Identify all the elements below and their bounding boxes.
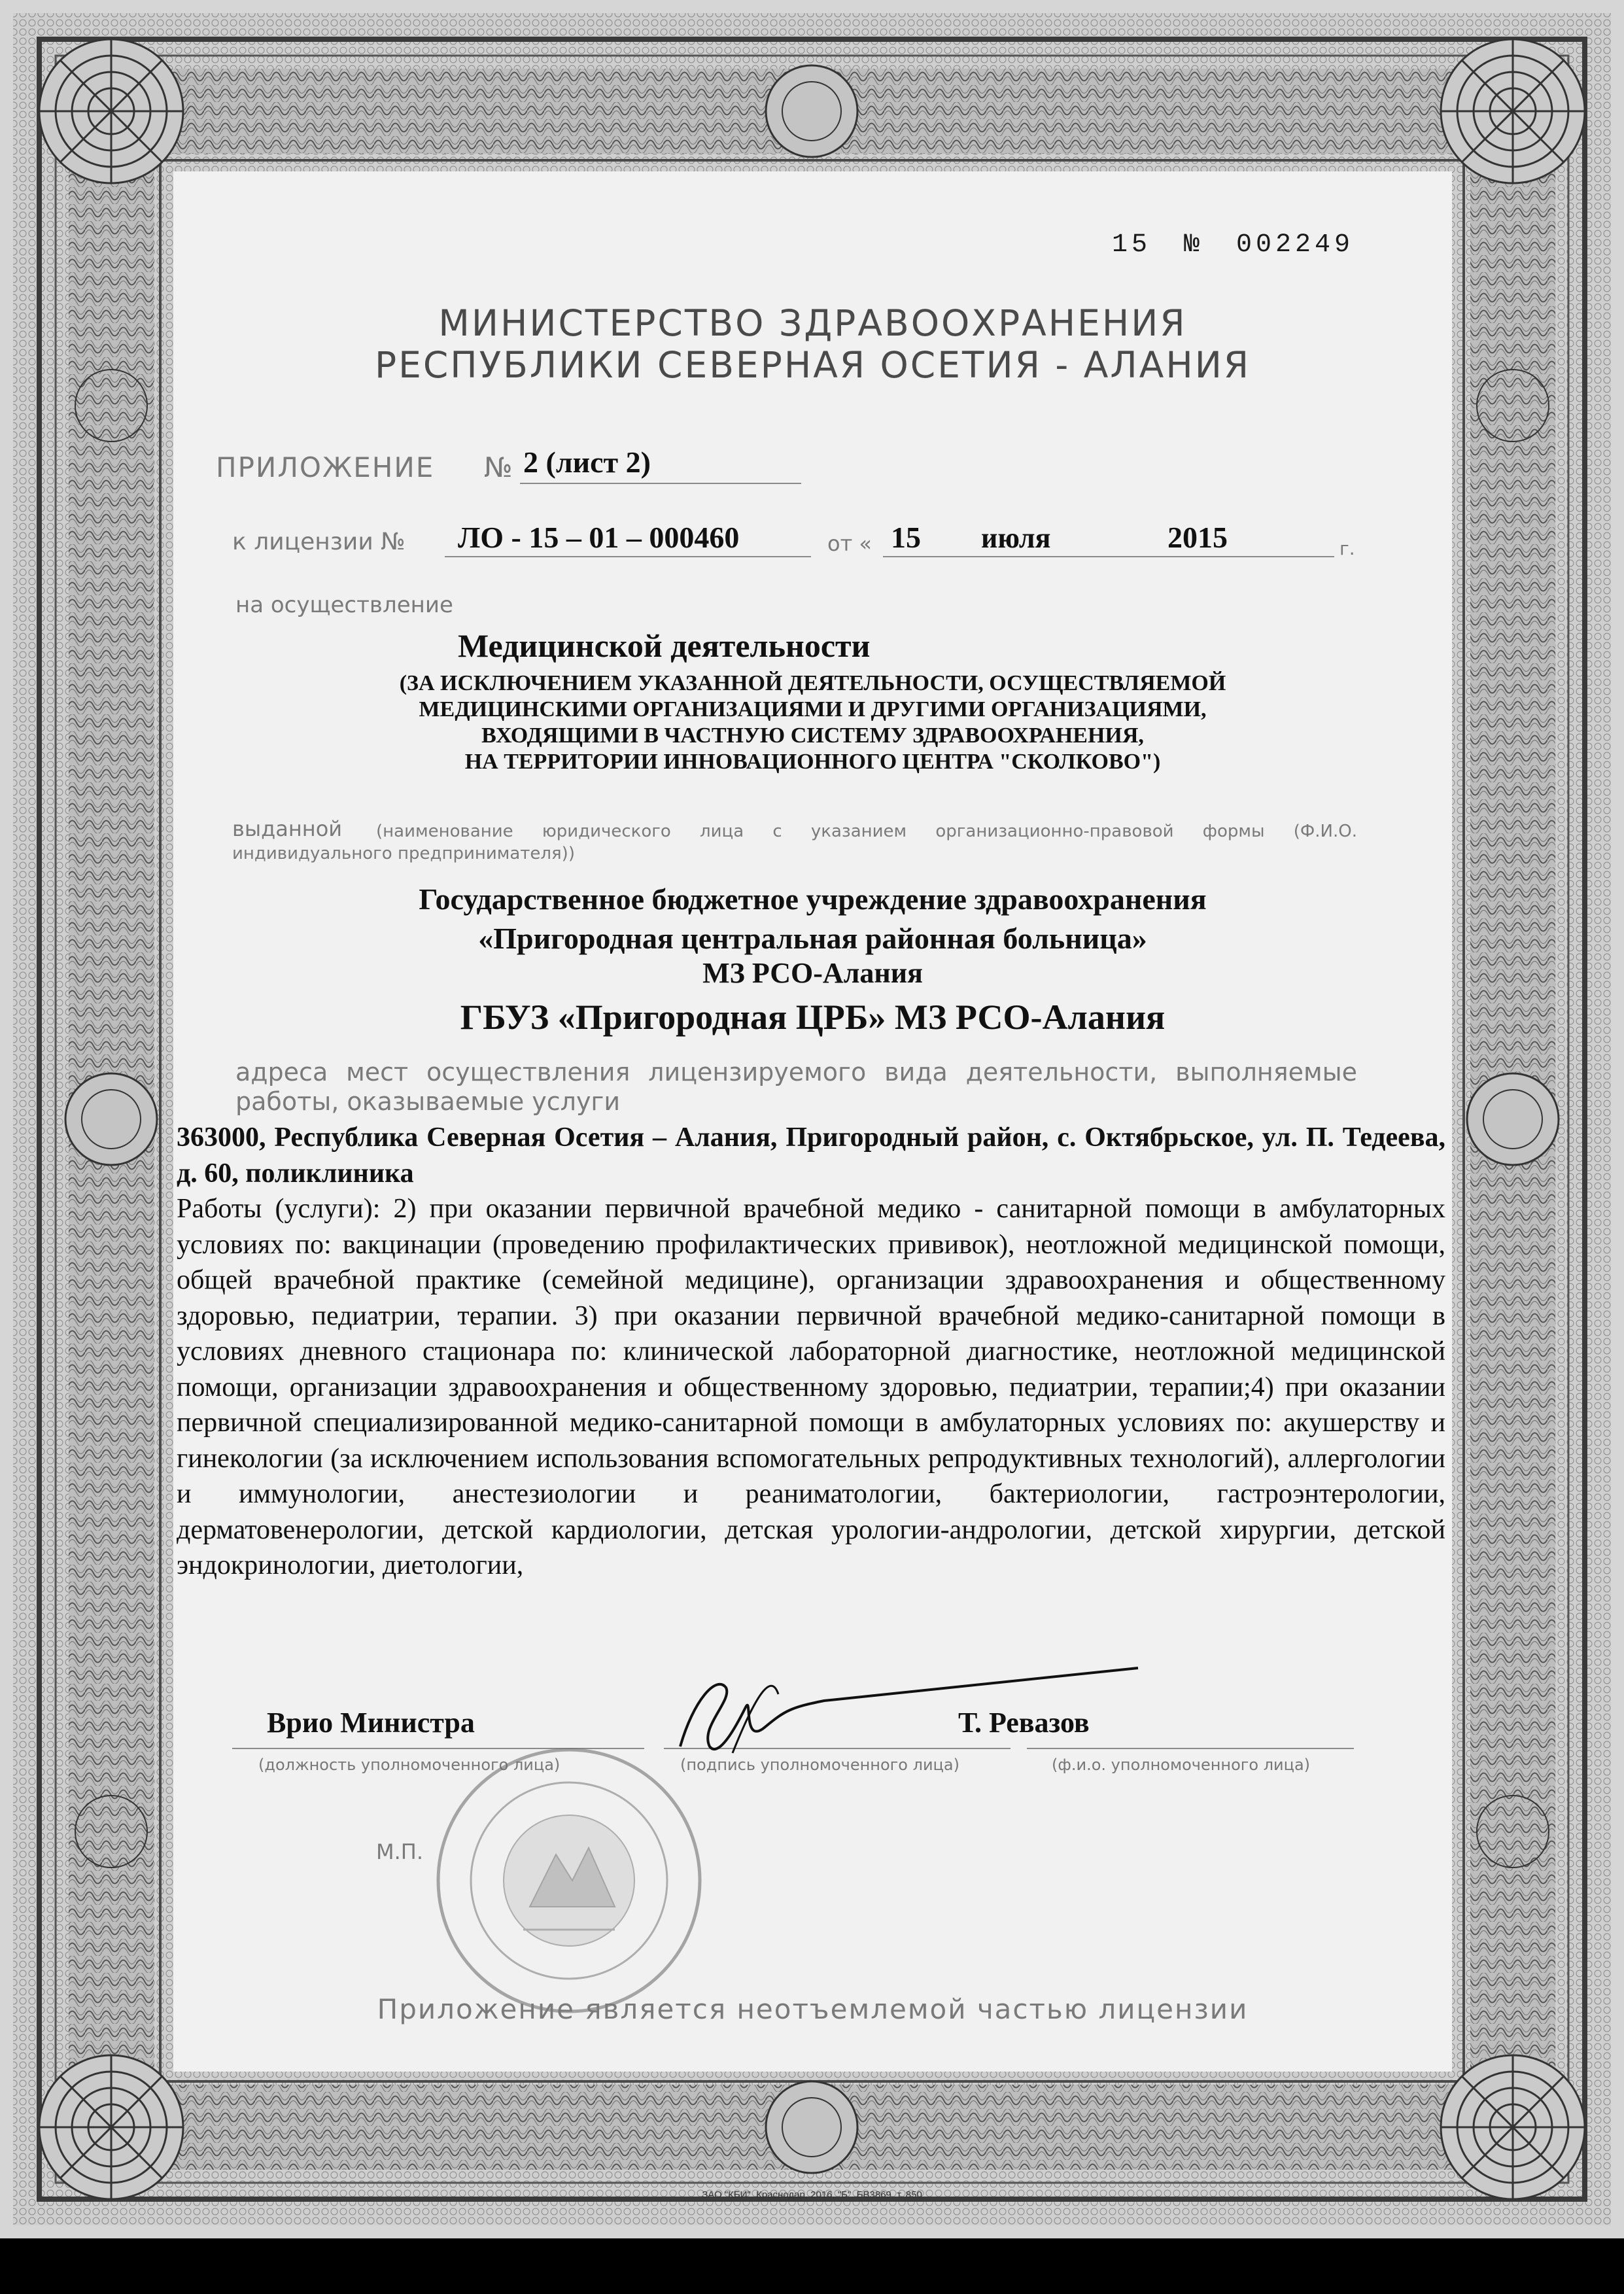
official-seal <box>432 1743 706 2018</box>
corner-rosette-bottom-left <box>39 2055 183 2199</box>
signature-caption: (подпись уполномоченного лица) <box>680 1756 959 1774</box>
serial-number: 15 № 002249 <box>1112 230 1355 260</box>
appendix-number: 2 (лист 2) <box>523 445 651 479</box>
position-caption: (должность уполномоченного лица) <box>258 1756 561 1774</box>
org-short-name: ГБУЗ «Пригородная ЦРБ» МЗ РСО-Алания <box>460 998 1166 1037</box>
issued-hint-line2: индивидуального предпринимателя)) <box>232 844 575 863</box>
ministry-title-line1: МИНИСТЕРСТВО ЗДРАВООХРАНЕНИЯ <box>438 302 1187 344</box>
org-full-name-line1: Государственное бюджетное учреждение здравоохранения <box>419 882 1207 916</box>
appendix-label: ПРИЛОЖЕНИЕ <box>216 451 435 483</box>
addresses-label-line1: адреса мест осуществления лицензируемого вида деятельности, выполняемые <box>235 1058 1357 1086</box>
addresses-label-line2: работы, оказываемые услуги <box>235 1087 621 1116</box>
issued-hint: (наименование юридического лица с указанием организационно-правовой формы (Ф.И.О. <box>376 822 1357 841</box>
services-block <box>177 1120 1445 1584</box>
ministry-title-line2: РЕСПУБЛИКИ СЕВЕРНАЯ ОСЕТИЯ - АЛАНИЯ <box>374 344 1251 386</box>
services-list: Работы (услуги): 2) при оказании первичной врачебной медико - санитарной помощи в амбулаторных условиях по: вакцинации (проведению профилактических прививок), неотложной медицинской помощи, общей врачебной практике (семейной медицине), организации здравоохранения и общественному здоровью, педиатрии, терапии. 3) при оказании первичной врачебной медико-санитарной помощи в условиях дневного стационара по: клинической лабораторной диагностике, неотложной медицинской помощи, организации здравоохранения и общественному здоровью, педиатрии, терапии;4) при оказании первичной специализированной медико-санитарной помощи в амбулаторных условиях по: акушерству и гинекологии (за исключением использования вспомогательных репродуктивных технологий), аллергологии и иммунологии, анестезиологии и реаниматологии, бактериологии, гастроэнтерологии, дерматовенерологии, детской кардиологии, детская урологии-андрологии, детской хирургии, детской эндокринологии, диетологии, <box>177 1194 1445 1580</box>
org-full-name-line2: «Пригородная центральная районная больница» <box>478 922 1147 955</box>
license-from-label: от « <box>827 531 872 556</box>
appendix-footer-note: Приложение является неотъемлемой частью лицензии <box>377 1993 1249 2025</box>
license-day: 15 <box>891 521 921 554</box>
corner-rosette-bottom-right <box>1441 2055 1585 2199</box>
signer-name: Т. Ревазов <box>958 1707 1090 1739</box>
signer-position: Врио Министра <box>267 1707 475 1739</box>
corner-rosette-top-right <box>1441 39 1585 183</box>
place-of-activity-address: 363000, Республика Северная Осетия – Алания, Пригородный район, с. Октябрьское, ул. П. Тедеева, д. 60, поликлиника <box>177 1122 1445 1189</box>
activity-clarification-line1: (ЗА ИСКЛЮЧЕНИЕМ УКАЗАННОЙ ДЕЯТЕЛЬНОСТИ, ОСУЩЕСТВЛЯЕМОЙ <box>399 671 1226 695</box>
appendix-no-sign: № <box>484 451 513 483</box>
license-label: к лицензии № <box>232 529 406 555</box>
activity-title: Медицинской деятельности <box>458 627 871 664</box>
org-full-name-line3: МЗ РСО-Алания <box>702 957 923 989</box>
license-year-suffix: г. <box>1339 538 1355 559</box>
activity-label: на осуществление <box>235 592 453 618</box>
activity-clarification-line2: МЕДИЦИНСКИМИ ОРГАНИЗАЦИЯМИ И ДРУГИМИ ОРГАНИЗАЦИЯМИ, <box>419 697 1207 721</box>
license-month: июля <box>981 522 1051 554</box>
printer-imprint: ЗАО "КБИ", Краснодар, 2016, "Б", БВ3869, т. 850 <box>702 2189 922 2200</box>
activity-clarification-line4: НА ТЕРРИТОРИИ ИННОВАЦИОННОГО ЦЕНТРА "СКОЛКОВО") <box>464 750 1161 774</box>
stamp-place-label: М.П. <box>376 1839 424 1864</box>
license-number: ЛО - 15 – 01 – 000460 <box>458 521 740 554</box>
handwritten-signature <box>654 1648 1177 1779</box>
license-year: 2015 <box>1167 521 1228 554</box>
name-caption: (ф.и.о. уполномоченного лица) <box>1052 1756 1311 1774</box>
activity-clarification-line3: ВХОДЯЩИМИ В ЧАСТНУЮ СИСТЕМУ ЗДРАВООХРАНЕНИЯ, <box>481 723 1144 748</box>
issued-label: выданной <box>232 816 343 841</box>
corner-rosette-top-left <box>39 39 183 183</box>
